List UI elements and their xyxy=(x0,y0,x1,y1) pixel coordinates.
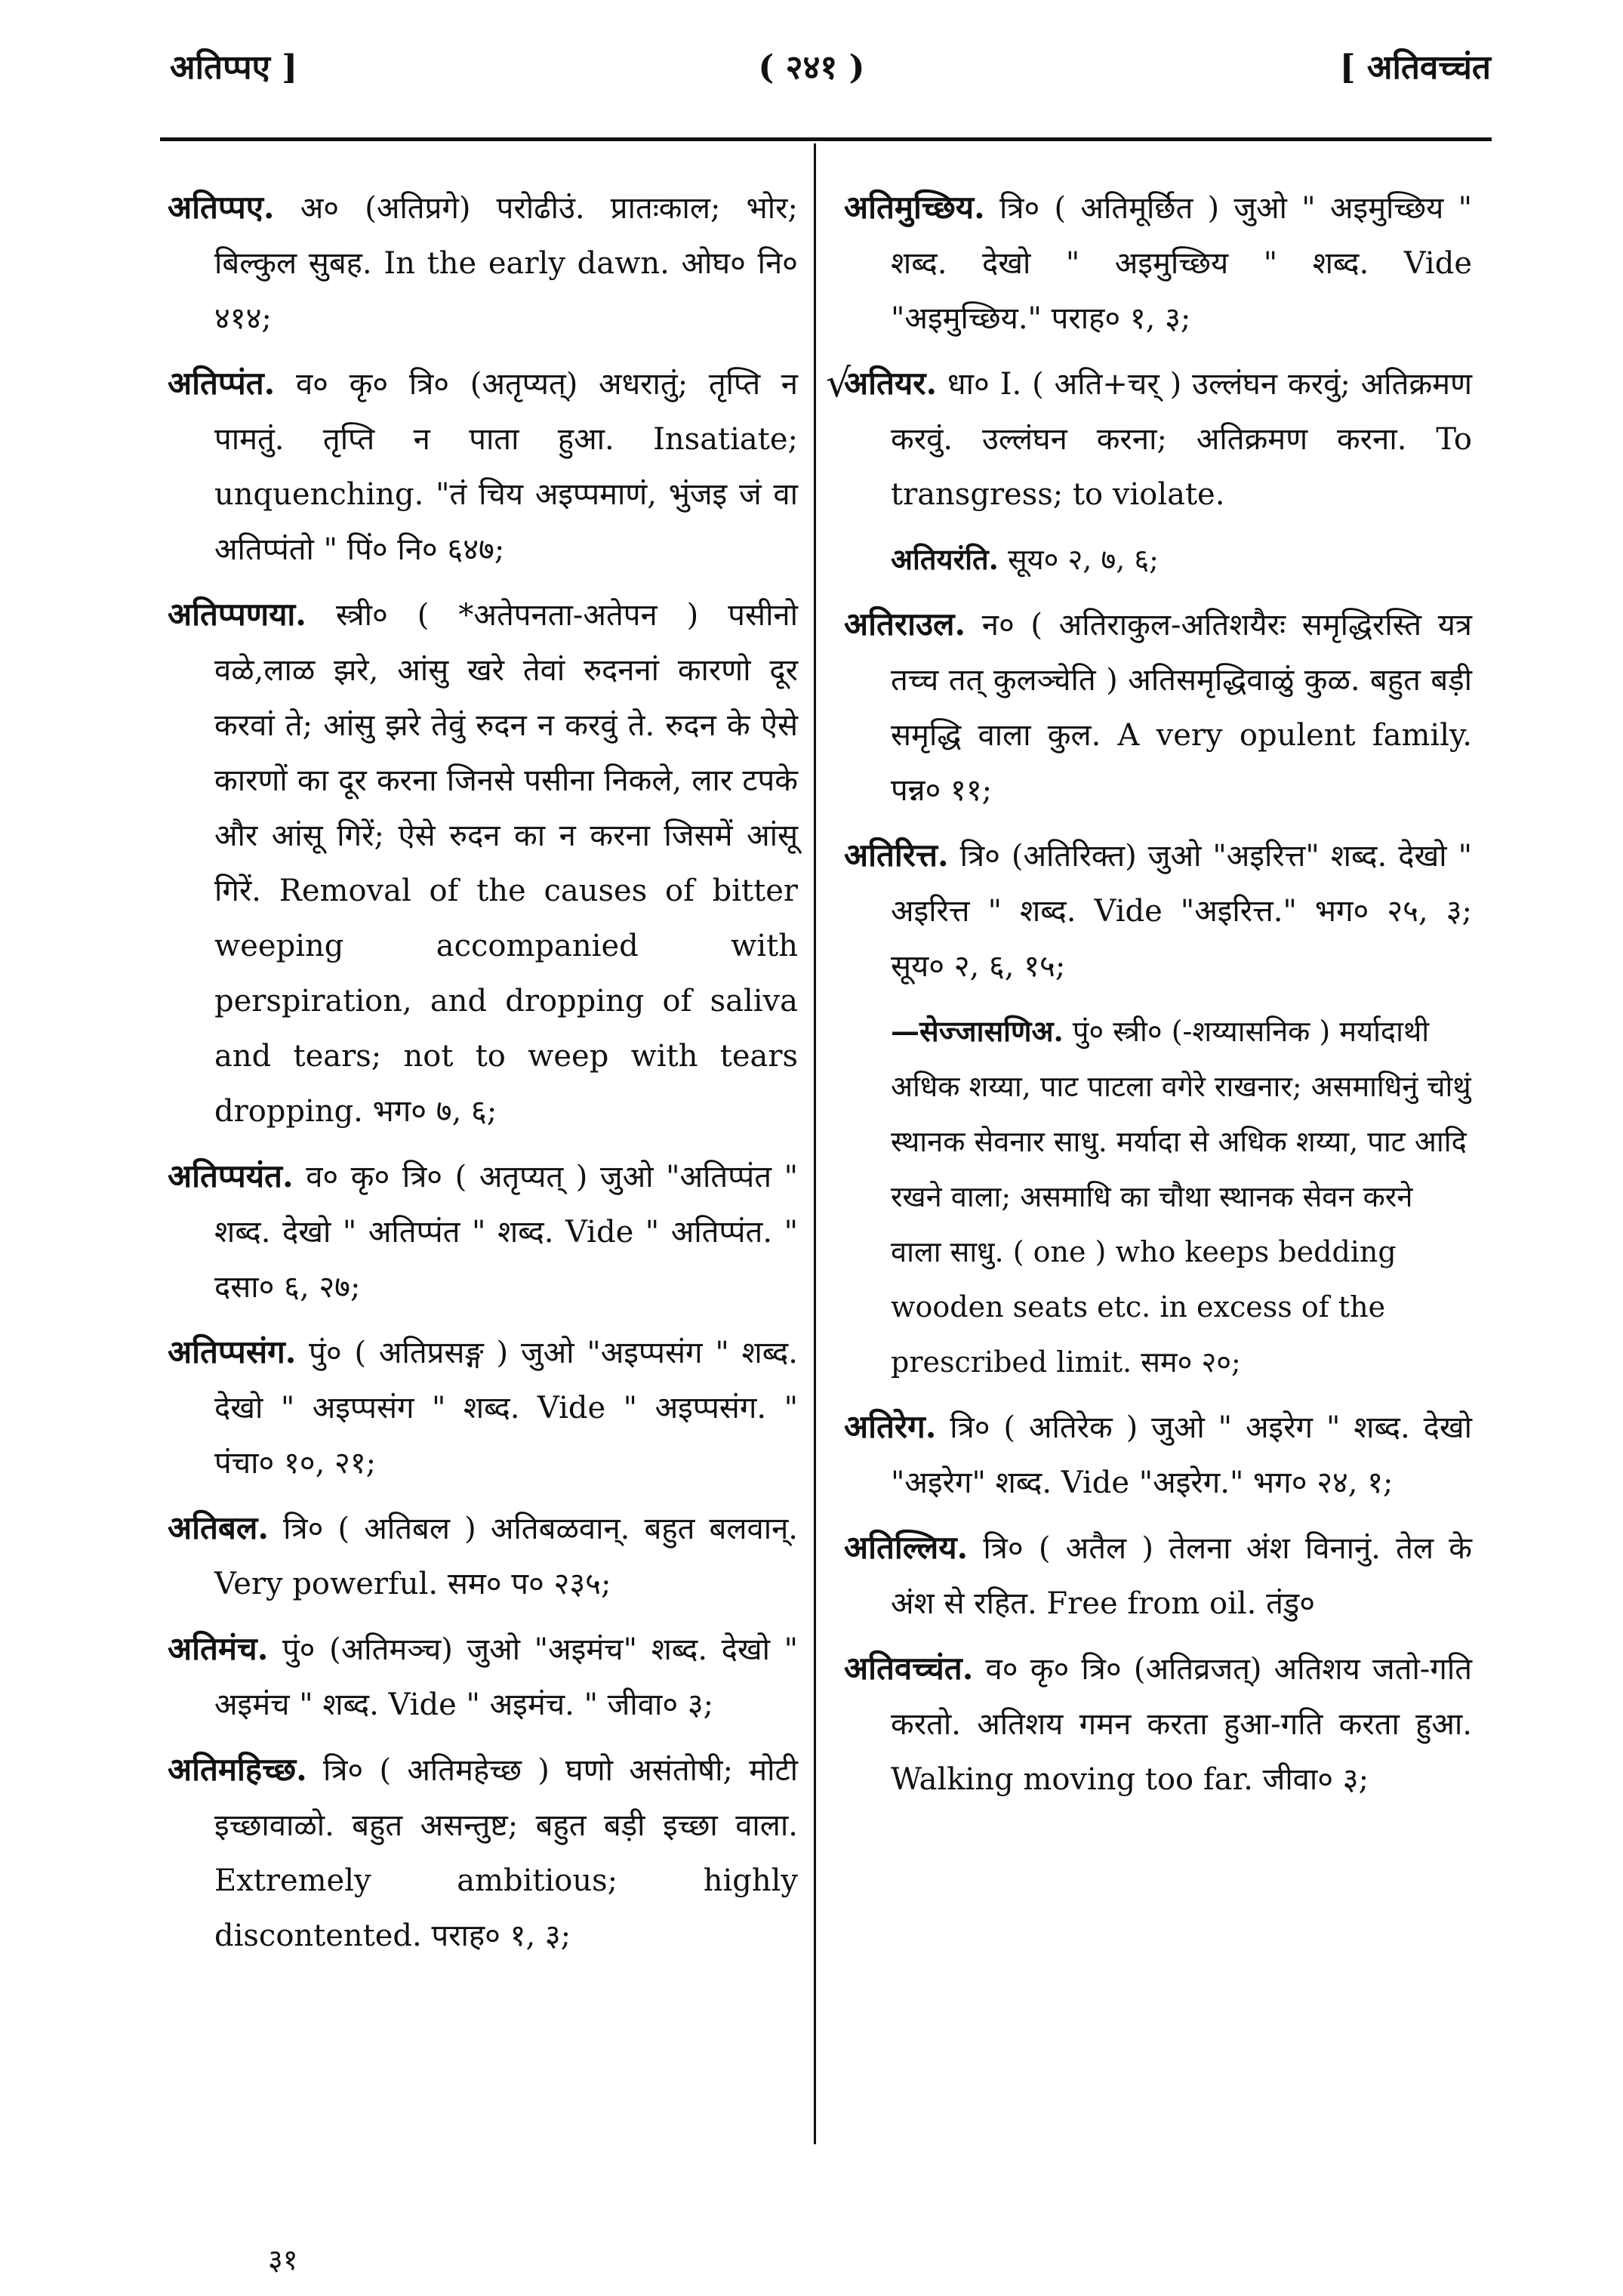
dictionary-entry xyxy=(168,1148,798,1315)
dictionary-entry xyxy=(168,1621,798,1733)
entry-definition: न० ( अतिराकुल-अतिशयैरः समृद्धिरस्ति यत्र तच्च तत् कुलञ्चेति ) अतिसमृद्धिवाळुं कुळ. बहुत बड़ी समृद्धि वाला कुल. A very opulent family. पन्न० ११; xyxy=(891,608,1472,808)
dictionary-entry xyxy=(168,1742,798,1964)
dictionary-entry xyxy=(844,596,1472,818)
dictionary-subentry xyxy=(844,1003,1472,1390)
entry-definition: व० कृ० त्रि० (अतिव्रजत्) अतिशय जतो-गति करतो. अतिशय गमन करता हुआ-गति करता हुआ. Walking moving too far. जीवा० ३; xyxy=(891,1652,1473,1797)
entry-definition: स्त्री० ( *अतेपनता-अतेपन ) पसीनो वळे,लाळ झरे, आंसु खरे तेवां रुदननां कारणो दूर करवां ते; आंसु झरे तेवुं रुदन न करवुं ते. रुदन के ऐसे कारणों का दूर करना जिनसे पसीना निकले, लार टपके और आंसू गिरें; ऐसे रुदन का न करना जिसमें आंसू गिरें. Removal of the causes of bitter weeping accompanied with perspiration, and dropping of saliva and tears; not to weep with tears dropping. भग० ७, ६; xyxy=(214,598,798,1129)
dictionary-entry xyxy=(168,587,798,1139)
entry-headword: अतियर. xyxy=(844,365,938,402)
entry-headword: अतिराउल. xyxy=(844,606,966,643)
running-head-left: अतिप्पए ] xyxy=(170,48,298,87)
entry-headword: अतिमहिच्छ. xyxy=(168,1751,307,1788)
entry-headword: अतिरेग. xyxy=(844,1408,937,1445)
dictionary-subentry xyxy=(844,532,1472,587)
entry-definition: पुं० (अतिमञ्च) जुओ "अइमंच" शब्द. देखो " अइमंच " शब्द. Vide " अइमंच. " जीवा० ३; xyxy=(214,1632,799,1722)
entry-definition: त्रि० ( अतिमूर्छित ) जुओ " अइमुच्छिय " शब्द. देखो " अइमुच्छिय " शब्द. Vide "अइमुच्छिय." पराह० १, ३; xyxy=(891,191,1472,336)
dictionary-entry xyxy=(844,356,1472,522)
entry-definition: पुं० ( अतिप्रसङ्ग ) जुओ "अइप्पसंग " शब्द. देखो " अइप्पसंग " शब्द. Vide " अइप्पसंग. " पंचा० १०, २१; xyxy=(214,1336,799,1481)
left-column xyxy=(168,180,798,1973)
entry-definition: व० कृ० त्रि० ( अतृप्यत् ) जुओ "अतिप्पंत " शब्द. देखो " अतिप्पंत " शब्द. Vide " अतिप्पंत. " दसा० ६, २७; xyxy=(214,1160,798,1305)
entry-headword: अतिप्पणया. xyxy=(168,596,306,633)
entry-headword: —सेज्जासणिअ. xyxy=(891,1014,1064,1048)
check-mark-icon: √ xyxy=(826,361,852,406)
entry-headword: अतिल्लिय. xyxy=(844,1529,969,1566)
dictionary-entry xyxy=(168,1500,798,1612)
entry-definition: सूय० २, ७, ६; xyxy=(1007,543,1159,576)
entry-headword: अतिमंच. xyxy=(168,1630,269,1667)
entry-headword: अतियरंति. xyxy=(891,542,999,576)
entry-definition: अ० (अतिप्रगे) परोढीउं. प्रातःकाल; भोर; बिल्कुल सुबह. In the early dawn. ओघ० नि० ४१४; xyxy=(214,191,798,336)
entry-definition: व० कृ० त्रि० (अतृप्यत्) अधरातुं; तृप्ति न पामतुं. तृप्ति न पाता हुआ. Insatiate; unquenching. "तं चिय अइप्पमाणं, भुंजइ जं वा अतिप्पंतो " पिं० नि० ६४७; xyxy=(214,367,798,567)
dictionary-entry xyxy=(844,1520,1472,1632)
entry-headword: अतिरित्त. xyxy=(844,837,949,874)
dictionary-entry xyxy=(844,827,1472,994)
running-head-right: [ अतिवच्चंत xyxy=(1339,48,1491,87)
entry-definition: त्रि० ( अतिमहेच्छ ) घणो असंतोषी; मोटी इच्छावाळो. बहुत असन्तुष्ट; बहुत बड़ी इच्छा वाला. Extremely ambitious; highly discontented. पराह० १, ३; xyxy=(214,1753,798,1953)
dictionary-entry xyxy=(168,180,798,347)
dictionary-entry xyxy=(168,356,798,578)
entry-headword: अतिप्पयंत. xyxy=(168,1157,294,1194)
dictionary-entry xyxy=(168,1324,798,1491)
page-number: ( २४१ ) xyxy=(758,48,865,87)
dictionary-entry xyxy=(844,1399,1472,1511)
entry-definition: त्रि० ( अतैल ) तेलना अंश विनानुं. तेल के अंश से रहित. Free from oil. तंडु० xyxy=(891,1531,1472,1621)
entry-definition: पुं० स्त्री० (-शय्यासनिक ) मर्यादाथी अधिक शय्या, पाट पाटला वगेरे राखनार; असमाधिनुं चोथुं स्थानक सेवनार साधु. मर्यादा से अधिक शय्या, पाट आदि रखने वाला; असमाधि का चौथा स्थानक सेवन करने वाला साधु. ( one ) who keeps bedding wooden seats etc. in excess of the prescribed limit. सम० २०; xyxy=(891,1015,1471,1379)
entry-headword: अतिप्पए. xyxy=(168,189,275,226)
column-divider xyxy=(814,143,816,2144)
entry-headword: अतिप्पसंग. xyxy=(168,1333,297,1370)
entry-headword: अतिवच्चंत. xyxy=(844,1650,974,1687)
entry-headword: अतिप्पंत. xyxy=(168,365,276,402)
entry-definition: त्रि० ( अतिरेक ) जुओ " अइरेग " शब्द. देखो "अइरेग" शब्द. Vide "अइरेग." भग० २४, १; xyxy=(891,1410,1472,1500)
signature-mark: ३१ xyxy=(268,2243,298,2276)
entry-definition: त्रि० ( अतिबल ) अतिबळवान्. बहुत बलवान्. Very powerful. सम० प० २३५; xyxy=(214,1512,799,1601)
entry-definition: धा० I. ( अति+चर् ) उल्लंघन करवुं; अतिक्रमण करवुं. उल्लंघन करना; अतिक्रमण करना. To transgress; to violate. xyxy=(891,367,1473,512)
entry-headword: अतिमुच्छिय. xyxy=(844,189,985,226)
dictionary-entry xyxy=(844,1641,1472,1808)
entry-definition: त्रि० (अतिरिक्त) जुओ "अइरित्त" शब्द. देखो " अइरित्त " शब्द. Vide "अइरित्त." भग० २५, ३; सूय० २, ६, १५; xyxy=(891,839,1472,984)
right-column xyxy=(844,180,1472,1817)
header-rule xyxy=(160,137,1492,141)
entry-headword: अतिबल. xyxy=(168,1509,269,1546)
dictionary-entry xyxy=(844,180,1472,347)
